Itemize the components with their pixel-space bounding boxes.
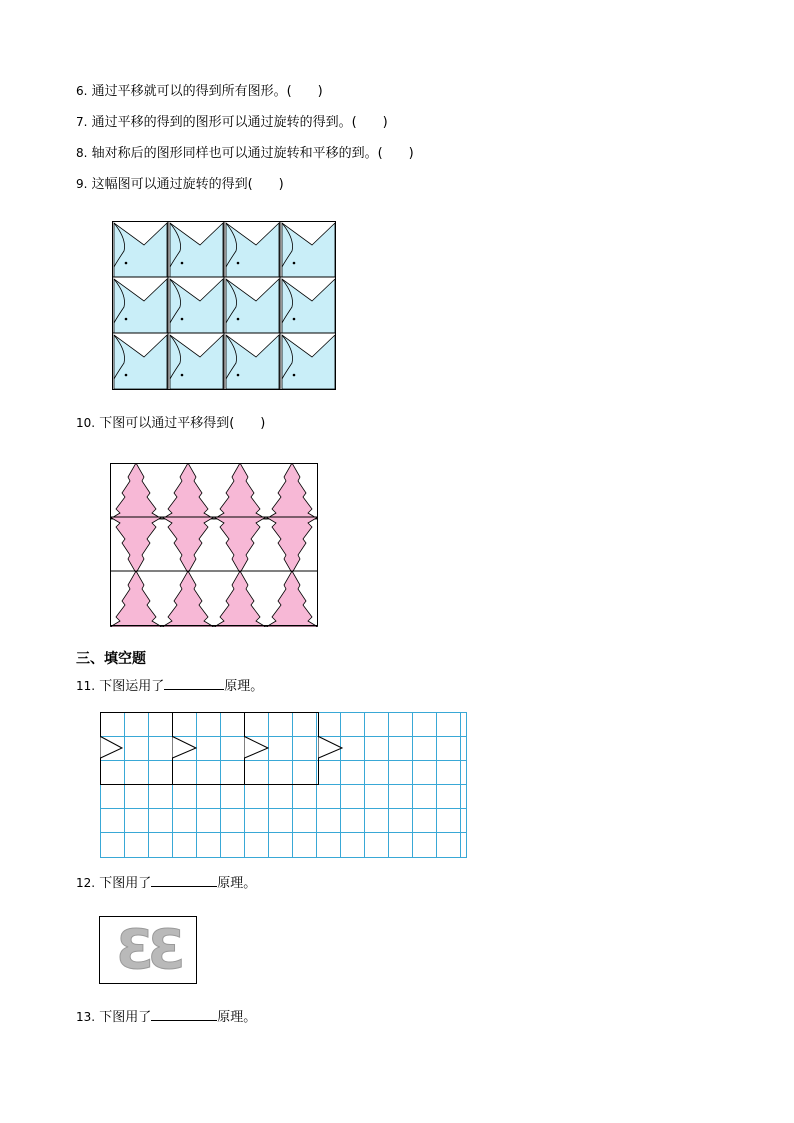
- question-number: 13.: [76, 1010, 96, 1024]
- section-title: 三、填空题: [76, 651, 146, 667]
- question-text-after: 原理。: [224, 679, 264, 694]
- question-text-before: 下图用了: [99, 876, 152, 891]
- translation-grid-figure: [100, 712, 469, 859]
- question-number: 7.: [76, 115, 88, 129]
- answer-blank[interactable]: [164, 677, 224, 690]
- question-text: 通过平移就可以的得到所有图形。( ): [91, 84, 323, 99]
- arrow-shapes: [101, 713, 343, 785]
- question-13: [76, 1008, 256, 1026]
- question-text-after: 原理。: [217, 1010, 257, 1025]
- question-12: [76, 874, 256, 892]
- question-number: 8.: [76, 146, 88, 160]
- answer-blank[interactable]: [151, 874, 217, 887]
- tree-tessellation-figure: [110, 463, 318, 627]
- answer-blank[interactable]: [151, 1008, 217, 1021]
- question-11: [76, 677, 263, 695]
- question-text-after: 原理。: [217, 876, 257, 891]
- question-10: [76, 415, 265, 432]
- bird-tessellation-figure: [112, 221, 336, 391]
- question-text: 下图可以通过平移得到( ): [99, 416, 266, 431]
- question-number: 12.: [76, 876, 96, 890]
- question-text: 通过平移的得到的图形可以通过旋转的得到。( ): [91, 115, 388, 130]
- reflection-figure: [99, 916, 197, 984]
- question-7: [76, 114, 388, 131]
- question-number: 11.: [76, 679, 96, 693]
- question-number: 9.: [76, 177, 88, 191]
- question-number: 10.: [76, 416, 96, 430]
- question-text: 轴对称后的图形同样也可以通过旋转和平移的到。( ): [91, 146, 414, 161]
- question-text: 这幅图可以通过旋转的得到( ): [91, 177, 284, 192]
- question-9: [76, 176, 284, 193]
- mirrored-glyph: ƐƐ: [116, 918, 180, 981]
- question-text-before: 下图用了: [99, 1010, 152, 1025]
- question-number: 6.: [76, 84, 88, 98]
- question-6: [76, 83, 323, 100]
- question-8: [76, 145, 414, 162]
- question-text-before: 下图运用了: [99, 679, 165, 694]
